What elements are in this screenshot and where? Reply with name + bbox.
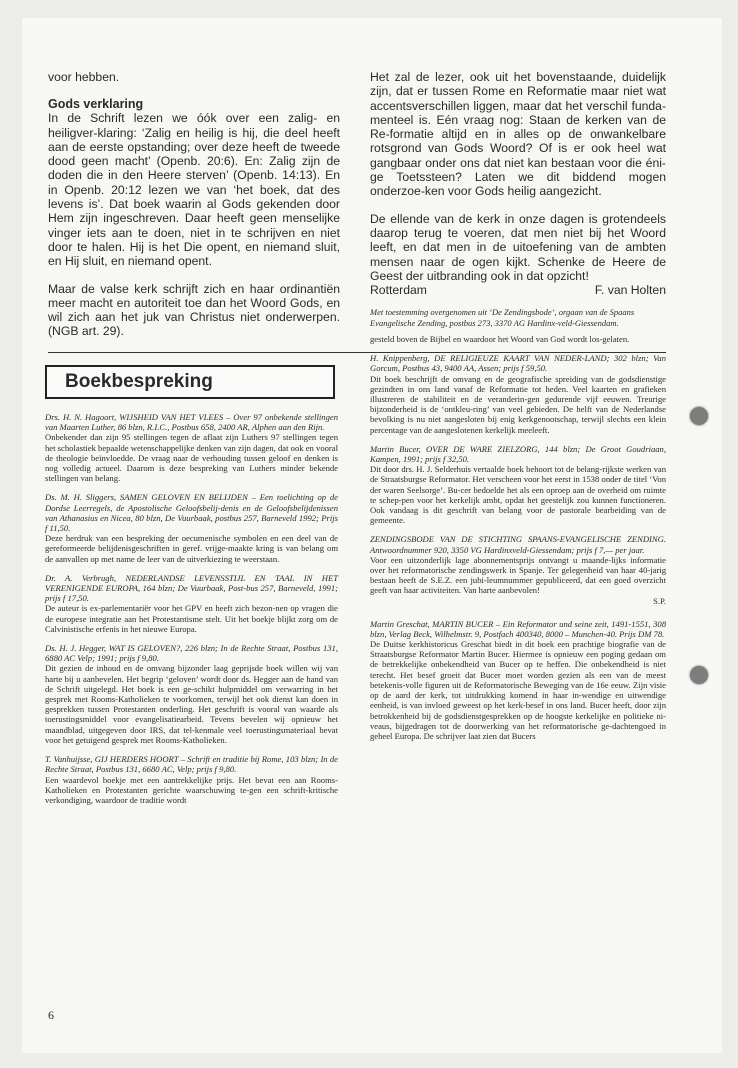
review-item xyxy=(370,444,666,526)
review-citation: T. Vanhuijsse, GIJ HERDERS HOORT – Schrift en traditie bij Rome, 103 blzn; In de Rechte Straat, Postbus 131, 6680 AC, Velp; prijs f 9,80. xyxy=(45,754,338,775)
review-citation: H. Knippenberg, DE RELIGIEUZE KAART VAN NEDER-LAND; 302 blzn; Van Gorcum, Postbus 43, 9400 AA, Assen; prijs f 59,50. xyxy=(370,353,666,374)
review-continuation: gesteld boven de Bijbel en waardoor het Woord van God wordt los-gelaten. xyxy=(370,334,630,344)
review-text: Dit gezien de inhoud en de omvang bijzonder laag geprijsde boek willen wij van harte bij u aanbevelen. Het begrip ‘geloven’ wordt door ds. Hegger aan de hand van de Schrift uitgelegd. Het boek is een ge-schikt hulpmiddel om verwarring in het gesprek met Rooms-Katholieken te voorkomen, terwijl het ook dienst kan doen in gesprekken tussen Protestanten onderling. Het geschrift is vooral van waarde als toerustingsmiddel voor evangelisatiearbeid. Tevens bevelen wij opnieuw het maandblad, uitgegeven door IRS, dat tel-kenmale veel toerustingsmateriaal bevat voor het getuigend gesprek met Rooms-Katholieken. xyxy=(45,663,338,745)
review-text: Onbekender dan zijn 95 stellingen tegen de aflaat zijn Luthers 97 stellingen tegen het scholastiek bepaalde wetenschappelijke denken van zijn dagen, dat ook en vooral de theologie beïnvloedde. De vraag naar de verhouding tussen geloof en denken is nog volledig actueel. Daarom is deze bespreking van Luthers minder bekende stellingen van belang. xyxy=(45,432,338,484)
punch-hole-icon xyxy=(690,407,708,425)
review-item xyxy=(45,492,338,563)
section-heading: Gods verklaring xyxy=(48,97,144,112)
reviews-column-right xyxy=(370,334,666,750)
review-item xyxy=(370,353,666,435)
review-citation: Ds. H. J. Hegger, WAT IS GELOVEN?, 226 blzn; In de Rechte Straat, Postbus 131, 6880 AC Velp; 1991; prijs f 9,80. xyxy=(45,643,338,664)
review-text: Een waardevol boekje met een aantrekkelijke prijs. Het bevat een aan Rooms-Katholieken en Protestanten gerichte waarschuwing te-gen een schrift-kritische verkondiging, waardoor de traditie wordt xyxy=(45,774,338,805)
page-number: 6 xyxy=(48,1008,54,1022)
review-item xyxy=(45,573,338,634)
review-citation: Ds. M. H. Sliggers, SAMEN GELOVEN EN BELIJDEN – Een toelichting op de Dordse Leerregels, de Apostolische Geloofsbelij-denis en de Geloofsbelijdenissen van Athanasius en Nicea, 80 blzn, De Vuurbaak, postbus 257, Barneveld 1992; Prijs f 11,50. xyxy=(45,492,338,534)
article-paragraph: In de Schrift lezen we óók over een zalig- en heiligver-klaring: ‘Zalig en heilig is hij, die deel heeft aan de eerste opstanding; over deze heeft de tweede dood geen macht’ (Openb. 20:6). En: Zalig zijn de doden die in den Heere sterven’ (Openb. 14:13). En in Openb. 20:12 lezen we van ‘het boek, dat des levens is’. Dat boek waarin al Gods gekenden door Hem zijn ingeschreven. Daar heeft geen menselijke vinger iets aan te doen, niet in te schrijven en niet door te halen. Hij is het Die opent, en niemand sluit, en Hij sluit, en niemand opent. xyxy=(48,111,340,269)
review-item xyxy=(45,412,338,483)
article-signature xyxy=(370,283,666,297)
review-item xyxy=(370,534,666,605)
review-item xyxy=(45,754,338,805)
review-citation: Martin Greschat, MARTIN BUCER – Ein Reformator und seine zeit, 1491-1551, 308 blzn, Verlag Beck, Wilhelmstr. 9, Postfach 400340, 8000 – Munchen-40. Prijs DM 78. xyxy=(370,618,666,639)
article-paragraph: Maar de valse kerk schrijft zich en haar ordinantiën meer macht en autoriteit toe dan het Woord Gods, en wil zich aan het juk van Christus niet onderwerpen. (NGB art. 29). xyxy=(48,281,340,339)
review-citation: Martin Bucer, OVER DE WARE ZIELZORG, 144 blzn; De Groot Goudriaan, Kampen, 1991; prijs f 32,50. xyxy=(370,443,666,465)
review-citation: ZENDINGSBODE VAN DE STICHTING SPAANS-EVANGELISCHE ZENDING. Antwoordnummer 920, 3350 VG Hardinxveld-Giessendam; prijs f 7,— per jaar. xyxy=(370,534,666,555)
signature-author: F. van Holten xyxy=(594,283,666,298)
article-column-left xyxy=(48,70,340,339)
review-text: De auteur is ex-parlementariër voor het GPV en heeft zich bezon-nen op vragen die de europese integratie aan het Protestantisme stelt. Uit het boekje blijkt zorg om de Calvinistische erfenis in het nieuwe Europa. xyxy=(45,603,338,634)
punch-hole-icon xyxy=(690,666,708,684)
reviews-column-left xyxy=(45,412,338,814)
review-citation: Dr. A. Verbrugh, NEDERLANDSE LEVENSSTIJL EN TAAL IN HET VERENIGENDE EUROPA, 164 blzn; De Vuurbaak, Post-bus 257, Barneveld, 1991; prijs f 17,50. xyxy=(45,572,338,604)
review-item xyxy=(370,619,666,741)
article-paragraph: Het zal de lezer, ook uit het bovenstaande, duidelijk zijn, dat er tussen Rome en Reformatie maar niet wat accentsverschillen liggen, maar dat het verschil funda-menteel is. Eén vraag nog: Staan de kerken van de Re-formatie altijd en in alles op de onwankelbare rotsgrond van Gods Woord? Of is er ook heel wat gangbaar onder ons dat niet kan bestaan voor die éni-ge Toetssteen? Laten we dit biddend mogen onderzoe-ken voor Gods heilig aangezicht. xyxy=(370,70,666,199)
review-text: Voor een uitzonderlijk lage abonnementsprijs ontvangt u maande-lijks informatie over het reformatorische zendingswerk in Spanje. Ter gelegenheid van haar 40-jarig bestaan heeft de S.E.Z. een jubi-leumnummer gepubliceerd, dat een goed overzicht geeft van haar activiteiten. Van harte aanbevolen! xyxy=(370,554,666,596)
review-text: Dit boek beschrijft de omvang en de geografische spreiding van de godsdienstige gezindten in ons land vanaf de Reformatie tot heden. Veel kaarten en grafieken illustreren de stabiliteit en de veranderin-gen gedurende vijf eeuwen. Treurige bijzonderheid is de ‘ontkleu-ring’ van veel gebieden. De helft van de Nederlandse bevolking is nu niet aangesloten bij enig kerkgenootschap, terwijl slechts een klein percentage van de aangeslotenen kerkelijk meeleeft. xyxy=(370,373,666,435)
boekbespreking-header xyxy=(45,365,335,399)
review-text: De Duitse kerkhistoricus Greschat biedt in dit boek een prachtige biografie van de Straatsburgse Reformator Martin Bucer. Hiermee is opnieuw een poging gedaan om de betrekkelijke onbekendheid van Bucer op te heffen. Die onbekendheid is niet terecht. Het besef groeit dat Bucer moet worden gezien als een van de meest betekenis-volle figuren uit de Reformatorische Beweging van de 16e eeuw. Zijn visie op de aard der kerk, tot uitdrukking komend in haar in-wendige en uitwendige eenheid, is van invloed geweest op het kerk-besef in ons land. Bucer heeft, door zijn betrokkenheid bij de godsdienstgesprekken op de hoogste kerkelijke en politieke ni-veaus, bijgedragen tot de doorwerking van het reformatorische ge-dachtengoed in geheel Europa. De schrijver laat zien dat Bucers xyxy=(370,639,666,741)
source-credit: Met toestemming overgenomen uit ‘De Zendingsbode’, orgaan van de Spaans Evangelische Zending, postbus 273, 3370 AG Hardinx-veld-Giessendam. xyxy=(370,307,635,328)
review-text: Deze herdruk van een bespreking der oecumenische symbolen en een deel van de gereformeerde belijdenisgeschriften in geref. vrijge-maakte kring is van belang om de aanvallen op met name de leer van de uitverkiezing te weerstaan. xyxy=(45,533,338,564)
review-signature: S.P. xyxy=(653,595,666,606)
article-paragraph: voor hebben. xyxy=(48,70,120,84)
article-paragraph: De ellende van de kerk in onze dagen is grotendeels daarop terug te voeren, dat men niet bij het Woord leeft, en dat men in de uitoefening van de ambten mensen naar de ogen kijkt. Schenke de Heere de Geest der uitbranding ook in dat opzicht! xyxy=(370,211,666,283)
review-citation: Drs. H. N. Hagoort, WIJSHEID VAN HET VLEES – Over 97 onbekende stellingen van Maarten Luther, 86 blzn, R.I.C., Postbus 658, 2400 AR, Alphen aan den Rijn. xyxy=(45,412,338,433)
section-title: Boekbespreking xyxy=(65,371,213,392)
review-item xyxy=(45,643,338,745)
signature-place: Rotterdam xyxy=(370,283,427,298)
article-column-right xyxy=(370,70,666,328)
review-text: Dit door drs. H. J. Selderhuis vertaalde boek behoort tot de belang-rijkste werken van de Straatsburgse Reformator. Het verscheen voor het eerst in 1538 onder de titel ‘Von der waren Seelsorge’. Bu-cer bedoelde het als een oproep aan de overheid om ruimte te schep-pen voor het kerkelijk ambt, opdat het geestelijk zou kunnen functioneren. Ook vandaag is dit geschrift van belang voor de pastorale bearbeiding van de gemeente. xyxy=(370,464,666,526)
